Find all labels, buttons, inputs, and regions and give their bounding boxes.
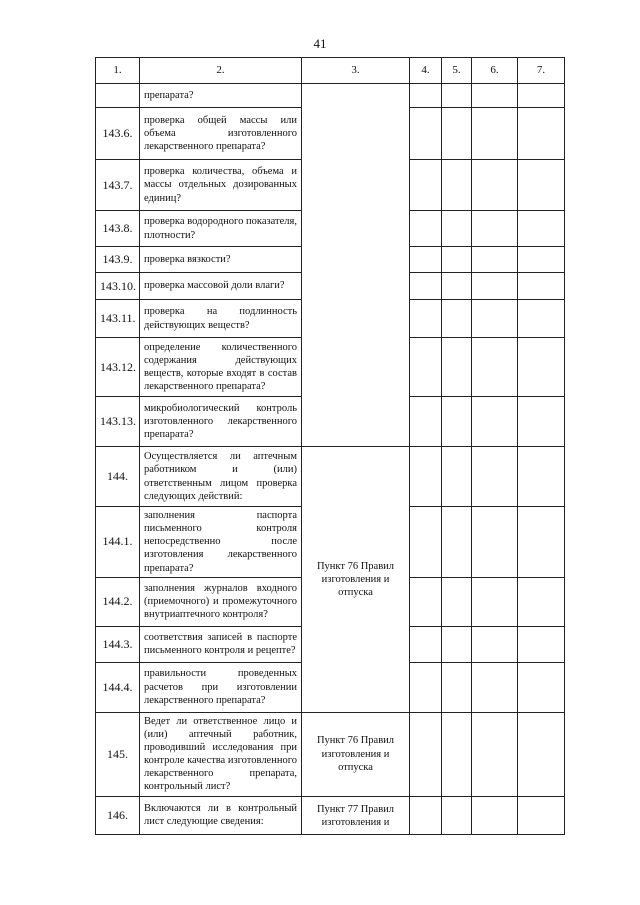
answer-cell[interactable] bbox=[442, 211, 472, 247]
row-number: 144.1. bbox=[96, 507, 140, 578]
answer-cell[interactable] bbox=[442, 160, 472, 211]
question-text: проверка на подлинность действующих веществ? bbox=[140, 300, 302, 338]
answer-cell[interactable] bbox=[518, 712, 565, 796]
row-number: 143.6. bbox=[96, 108, 140, 160]
answer-cell[interactable] bbox=[472, 160, 518, 211]
answer-cell[interactable] bbox=[442, 300, 472, 338]
answer-cell[interactable] bbox=[518, 108, 565, 160]
answer-cell[interactable] bbox=[472, 211, 518, 247]
answer-cell[interactable] bbox=[442, 577, 472, 626]
answer-cell[interactable] bbox=[442, 84, 472, 108]
column-header: 7. bbox=[518, 58, 565, 84]
page-number: 41 bbox=[313, 36, 327, 51]
answer-cell[interactable] bbox=[472, 796, 518, 834]
row-number: 144.3. bbox=[96, 626, 140, 662]
column-header: 6. bbox=[472, 58, 518, 84]
answer-cell[interactable] bbox=[472, 447, 518, 507]
answer-cell[interactable] bbox=[518, 626, 565, 662]
question-text: микробиологический контроль изготовленного лекарственного препарата? bbox=[140, 397, 302, 447]
answer-cell[interactable] bbox=[518, 338, 565, 397]
answer-cell[interactable] bbox=[410, 577, 442, 626]
row-number: 143.11. bbox=[96, 300, 140, 338]
answer-cell[interactable] bbox=[410, 397, 442, 447]
answer-cell[interactable] bbox=[472, 108, 518, 160]
table-row bbox=[96, 712, 565, 796]
question-text: заполнения журналов входного (приемочного) и промежуточного внутриаптечного контроля? bbox=[140, 577, 302, 626]
answer-cell[interactable] bbox=[410, 211, 442, 247]
legal-reference: Пункт 76 Правил изготовления и отпуска bbox=[302, 712, 410, 796]
answer-cell[interactable] bbox=[518, 447, 565, 507]
answer-cell[interactable] bbox=[518, 211, 565, 247]
answer-cell[interactable] bbox=[518, 507, 565, 578]
row-number: 145. bbox=[96, 712, 140, 796]
question-text: проверка массовой доли влаги? bbox=[140, 273, 302, 300]
answer-cell[interactable] bbox=[410, 338, 442, 397]
row-number: 143.12. bbox=[96, 338, 140, 397]
answer-cell[interactable] bbox=[442, 507, 472, 578]
question-text: Включаются ли в контрольный лист следующие сведения: bbox=[140, 796, 302, 834]
answer-cell[interactable] bbox=[410, 84, 442, 108]
answer-cell[interactable] bbox=[410, 160, 442, 211]
row-number: 143.10. bbox=[96, 273, 140, 300]
question-text: проверка общей массы или объема изготовленного лекарственного препарата? bbox=[140, 108, 302, 160]
answer-cell[interactable] bbox=[410, 108, 442, 160]
row-number: 143.13. bbox=[96, 397, 140, 447]
column-header: 3. bbox=[302, 58, 410, 84]
answer-cell[interactable] bbox=[472, 300, 518, 338]
answer-cell[interactable] bbox=[472, 507, 518, 578]
answer-cell[interactable] bbox=[518, 300, 565, 338]
row-number: 146. bbox=[96, 796, 140, 834]
answer-cell[interactable] bbox=[518, 577, 565, 626]
answer-cell[interactable] bbox=[410, 273, 442, 300]
answer-cell[interactable] bbox=[472, 338, 518, 397]
header-row bbox=[96, 58, 565, 84]
table-row bbox=[96, 796, 565, 834]
answer-cell[interactable] bbox=[410, 796, 442, 834]
answer-cell[interactable] bbox=[442, 338, 472, 397]
answer-cell[interactable] bbox=[410, 662, 442, 712]
answer-cell[interactable] bbox=[442, 108, 472, 160]
answer-cell[interactable] bbox=[472, 397, 518, 447]
answer-cell[interactable] bbox=[442, 662, 472, 712]
answer-cell[interactable] bbox=[518, 160, 565, 211]
answer-cell[interactable] bbox=[442, 796, 472, 834]
question-text: Ведет ли ответственное лицо и (или) аптечный работник, проводивший исследования при контроле качества изготовленного лекарственного препарата, контрольный лист? bbox=[140, 712, 302, 796]
answer-cell[interactable] bbox=[518, 84, 565, 108]
answer-cell[interactable] bbox=[518, 796, 565, 834]
question-text: проверка вязкости? bbox=[140, 247, 302, 273]
answer-cell[interactable] bbox=[472, 662, 518, 712]
question-text: проверка количества, объема и массы отдельных дозированных единиц? bbox=[140, 160, 302, 211]
answer-cell[interactable] bbox=[518, 397, 565, 447]
checklist-table bbox=[95, 57, 565, 835]
row-number: 144. bbox=[96, 447, 140, 507]
column-header: 4. bbox=[410, 58, 442, 84]
table-row bbox=[96, 447, 565, 507]
question-text: заполнения паспорта письменного контроля непосредственно после изготовления лекарственного препарата? bbox=[140, 507, 302, 578]
answer-cell[interactable] bbox=[410, 507, 442, 578]
question-text: правильности проведенных расчетов при изготовлении лекарственного препарата? bbox=[140, 662, 302, 712]
row-number: 144.2. bbox=[96, 577, 140, 626]
legal-reference: Пункт 77 Правил изготовления и bbox=[302, 796, 410, 834]
answer-cell[interactable] bbox=[442, 712, 472, 796]
legal-reference-cell bbox=[302, 84, 410, 447]
answer-cell[interactable] bbox=[472, 247, 518, 273]
row-number: 143.8. bbox=[96, 211, 140, 247]
answer-cell[interactable] bbox=[442, 247, 472, 273]
answer-cell[interactable] bbox=[442, 626, 472, 662]
question-text: определение количественного содержания действующих веществ, которые входят в состав лекарственного препарата? bbox=[140, 338, 302, 397]
answer-cell[interactable] bbox=[472, 273, 518, 300]
question-text: препарата? bbox=[140, 84, 302, 108]
question-text: Осуществляется ли аптечным работником и (или) ответственным лицом проверка следующих действий: bbox=[140, 447, 302, 507]
answer-cell[interactable] bbox=[472, 626, 518, 662]
answer-cell[interactable] bbox=[518, 662, 565, 712]
answer-cell[interactable] bbox=[472, 577, 518, 626]
row-number: 144.4. bbox=[96, 662, 140, 712]
table-row bbox=[96, 84, 565, 108]
row-number bbox=[96, 84, 140, 108]
answer-cell[interactable] bbox=[472, 712, 518, 796]
answer-cell[interactable] bbox=[410, 447, 442, 507]
column-header: 2. bbox=[140, 58, 302, 84]
column-header: 1. bbox=[96, 58, 140, 84]
row-number: 143.7. bbox=[96, 160, 140, 211]
row-number: 143.9. bbox=[96, 247, 140, 273]
answer-cell[interactable] bbox=[410, 247, 442, 273]
column-header: 5. bbox=[442, 58, 472, 84]
answer-cell[interactable] bbox=[472, 84, 518, 108]
question-text: соответствия записей в паспорте письменного контроля и рецепте? bbox=[140, 626, 302, 662]
answer-cell[interactable] bbox=[442, 397, 472, 447]
answer-cell[interactable] bbox=[410, 626, 442, 662]
answer-cell[interactable] bbox=[518, 273, 565, 300]
legal-reference: Пункт 76 Правил изготовления и отпуска bbox=[302, 447, 410, 713]
answer-cell[interactable] bbox=[518, 247, 565, 273]
question-text: проверка водородного показателя, плотности? bbox=[140, 211, 302, 247]
answer-cell[interactable] bbox=[410, 300, 442, 338]
answer-cell[interactable] bbox=[442, 447, 472, 507]
answer-cell[interactable] bbox=[442, 273, 472, 300]
answer-cell[interactable] bbox=[410, 712, 442, 796]
